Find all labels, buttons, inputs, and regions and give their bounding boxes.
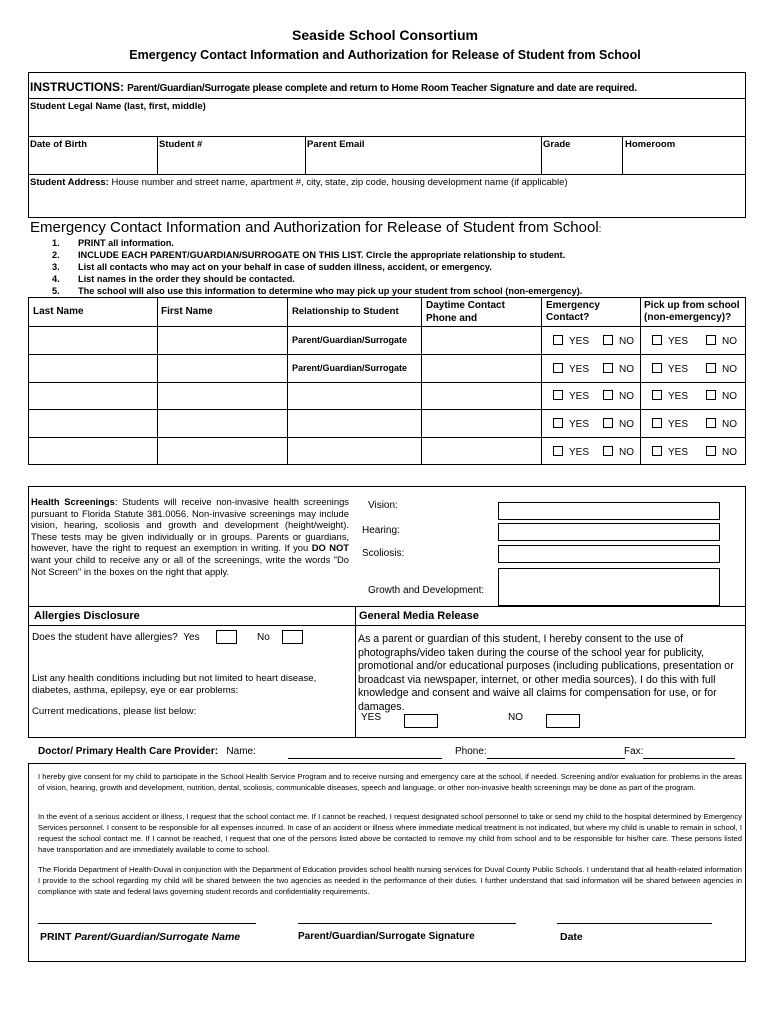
checkbox-icon xyxy=(652,335,662,345)
row-1-pickup[interactable]: YES NO xyxy=(652,335,737,347)
col-first-name: First Name xyxy=(161,306,213,317)
allergies-no-label: No xyxy=(257,632,270,643)
consent-paragraph-1: I hereby give consent for my child to participate in the School Health Service Program and to receive nursing and emergency care at the school, if needed. Screening and/or evaluation for problems in the areas of vision, hearing, growth and development, nutrition, dental, scoliosis, communicable diseases, speech and language, or other non-invasive health screenings may be done as part of the program. xyxy=(38,772,742,792)
checkbox-icon xyxy=(553,418,563,428)
checkbox-icon xyxy=(603,363,613,373)
student-number-label: Student # xyxy=(159,139,203,150)
checkbox-icon xyxy=(706,418,716,428)
doctor-phone-field[interactable] xyxy=(487,758,625,759)
checkbox-icon xyxy=(553,390,563,400)
checkbox-icon xyxy=(603,335,613,345)
media-release-text: As a parent or guardian of this student, I hereby consent to the use of photographs/video taken during the course of the school year for publicity, promotional and/or educational purposes (including publications, presentation or broadcast via newspaper, internet, or other media sources). I do this with full knowledge and consent and waive all claims for compensation for use, or for damages. xyxy=(358,633,734,713)
checkbox-icon xyxy=(652,390,662,400)
address-label: Student Address: xyxy=(30,177,109,188)
scoliosis-field[interactable] xyxy=(498,545,720,563)
instruction-item: 3. List all contacts who may act on your behalf in case of sudden illness, accident, or emergency. xyxy=(52,262,492,272)
emergency-contacts-table xyxy=(28,297,746,465)
parent-email-label: Parent Email xyxy=(307,139,365,150)
vision-label: Vision: xyxy=(368,500,398,511)
allergies-question: Does the student have allergies? Yes xyxy=(32,632,200,643)
school-name: Seaside School Consortium xyxy=(292,27,478,43)
date-label: Date xyxy=(560,931,583,943)
health-conditions-label: List any health conditions including but not limited to heart disease, diabetes, asthma, epilepsy, eye or ear problems: xyxy=(32,673,317,696)
date-field[interactable] xyxy=(557,923,712,924)
row-1-emergency[interactable]: YES NO xyxy=(553,335,634,347)
consent-paragraph-3: The Florida Department of Health-Duval in conjunction with the Department of Education provides school health nursing services for Duval County Public Schools. I understand that all health-related information I provide to the school regarding my child will be shared between the two agencies as needed in the performance of their duties. I further understand that said information will be shared between agencies in compliance with state and federal laws governing student records and confidentiality requirements. xyxy=(38,865,742,896)
signature-field[interactable] xyxy=(298,923,516,924)
medications-label: Current medications, please list below: xyxy=(32,706,197,717)
row-5-pickup[interactable]: YES NO xyxy=(652,446,737,458)
checkbox-icon xyxy=(652,363,662,373)
address-hint: House number and street name, apartment #, city, state, zip code, housing development name (if applicable) xyxy=(111,177,568,188)
doctor-name-label: Name: xyxy=(226,746,256,757)
row-1-relationship[interactable]: Parent/Guardian/Surrogate xyxy=(292,335,408,345)
instructions xyxy=(30,80,637,94)
health-screenings-text: Health Screenings: Students will receive non-invasive health screenings pursuant to Florida Statute 381.0056. Non-invasive screenings may include vision, hearing, scoliosis and growth and development (height/weight). These tests may be given individually or in groups. Parents or guardians, however, have the right to request an exemption in writing. If you DO NOT want your child to receive any or all of the screenings, write the words "Do Not Screen" in the boxes on the right that apply. xyxy=(31,496,349,577)
legal-name-label: Student Legal Name (last, first, middle) xyxy=(30,101,206,112)
print-name-field[interactable] xyxy=(38,923,256,924)
checkbox-icon xyxy=(706,446,716,456)
doctor-name-field[interactable] xyxy=(288,758,442,759)
row-2-emergency[interactable]: YES NO xyxy=(553,363,634,375)
col-last-name: Last Name xyxy=(33,306,84,317)
media-no-box[interactable] xyxy=(546,714,580,728)
growth-field[interactable] xyxy=(498,568,720,606)
instructions-label: INSTRUCTIONS: xyxy=(30,80,124,94)
allergies-title: Allergies Disclosure xyxy=(34,610,140,622)
checkbox-icon xyxy=(553,335,563,345)
instruction-item: 1. PRINT all information. xyxy=(52,238,174,248)
col-phone: Daytime Contact Phone and xyxy=(426,300,505,324)
checkbox-icon xyxy=(603,418,613,428)
col-pickup: Pick up from school (non-emergency)? xyxy=(644,300,740,323)
checkbox-icon xyxy=(603,390,613,400)
checkbox-icon xyxy=(652,446,662,456)
row-3-pickup[interactable]: YES NO xyxy=(652,390,737,402)
signature-label: Parent/Guardian/Surrogate Signature xyxy=(298,931,475,942)
instruction-item: 2. INCLUDE EACH PARENT/GUARDIAN/SURROGATE ON THIS LIST. Circle the appropriate relationship to student. xyxy=(52,250,566,260)
row-3-emergency[interactable]: YES NO xyxy=(553,390,634,402)
doctor-phone-label: Phone: xyxy=(455,746,487,757)
emergency-instructions xyxy=(52,237,582,297)
growth-label: Growth and Development: xyxy=(368,585,485,596)
hearing-field[interactable] xyxy=(498,523,720,541)
instruction-item: 5. The school will also use this information to determine who may pick up your student from school (non-emergency). xyxy=(52,286,583,296)
doctor-line xyxy=(38,746,256,757)
hearing-label: Hearing: xyxy=(362,525,400,536)
row-4-emergency[interactable]: YES NO xyxy=(553,418,634,430)
col-emergency: Emergency Contact? xyxy=(546,300,600,323)
checkbox-icon xyxy=(553,446,563,456)
allergies-yes-box[interactable] xyxy=(216,630,237,644)
doctor-fax-label: Fax: xyxy=(624,746,644,757)
row-2-pickup[interactable]: YES NO xyxy=(652,363,737,375)
checkbox-icon xyxy=(553,363,563,373)
vision-field[interactable] xyxy=(498,502,720,520)
allergies-yes-label: Yes xyxy=(183,632,200,643)
legal-name-field[interactable] xyxy=(29,112,745,136)
row-2-relationship[interactable]: Parent/Guardian/Surrogate xyxy=(292,363,408,373)
doctor-label: Doctor/ Primary Health Care Provider: xyxy=(38,746,219,757)
consent-paragraph-2: In the event of a serious accident or illness, I request that the school contact me. If I cannot be reached, I request designated school personnel to take or send my child to the hospital determined by Emergency Services personnel. I consent to be responsible for all expenses incurred. In case of an accident or illness where immediate medical treatment is not indicated, but where my child is unable to remain in school, I request the school contact me. If I cannot be reached, I request that one of the persons listed above be contacted to remove my child from school and to be responsible for his/her care. These persons listed have transportation and are immediately available to come to school. xyxy=(38,812,742,854)
instructions-text: Parent/Guardian/Surrogate please complete and return to Home Room Teacher Signature and date are required. xyxy=(127,83,637,94)
checkbox-icon xyxy=(706,390,716,400)
checkbox-icon xyxy=(706,335,716,345)
grade-label: Grade xyxy=(543,139,571,150)
col-relationship: Relationship to Student xyxy=(292,306,399,317)
media-no-label: NO xyxy=(508,712,523,723)
emergency-heading: Emergency Contact Information and Authorization for Release of Student from School: xyxy=(30,219,602,236)
dob-label: Date of Birth xyxy=(30,139,87,150)
media-yes-box[interactable] xyxy=(404,714,438,728)
checkbox-icon xyxy=(706,363,716,373)
row-4-pickup[interactable]: YES NO xyxy=(652,418,737,430)
scoliosis-label: Scoliosis: xyxy=(362,548,405,559)
media-yes-label: YES xyxy=(361,712,382,723)
homeroom-label: Homeroom xyxy=(625,139,676,150)
media-title: General Media Release xyxy=(359,610,479,622)
address-line xyxy=(30,177,568,188)
checkbox-icon xyxy=(603,446,613,456)
row-5-emergency[interactable]: YES NO xyxy=(553,446,634,458)
allergies-no-box[interactable] xyxy=(282,630,303,644)
checkbox-icon xyxy=(652,418,662,428)
print-name-label: PRINT Parent/Guardian/Surrogate Name xyxy=(40,931,241,943)
form-title: Emergency Contact Information and Authorization for Release of Student from School xyxy=(129,48,641,62)
doctor-fax-field[interactable] xyxy=(643,758,735,759)
instruction-item: 4. List names in the order they should be contacted. xyxy=(52,274,295,284)
